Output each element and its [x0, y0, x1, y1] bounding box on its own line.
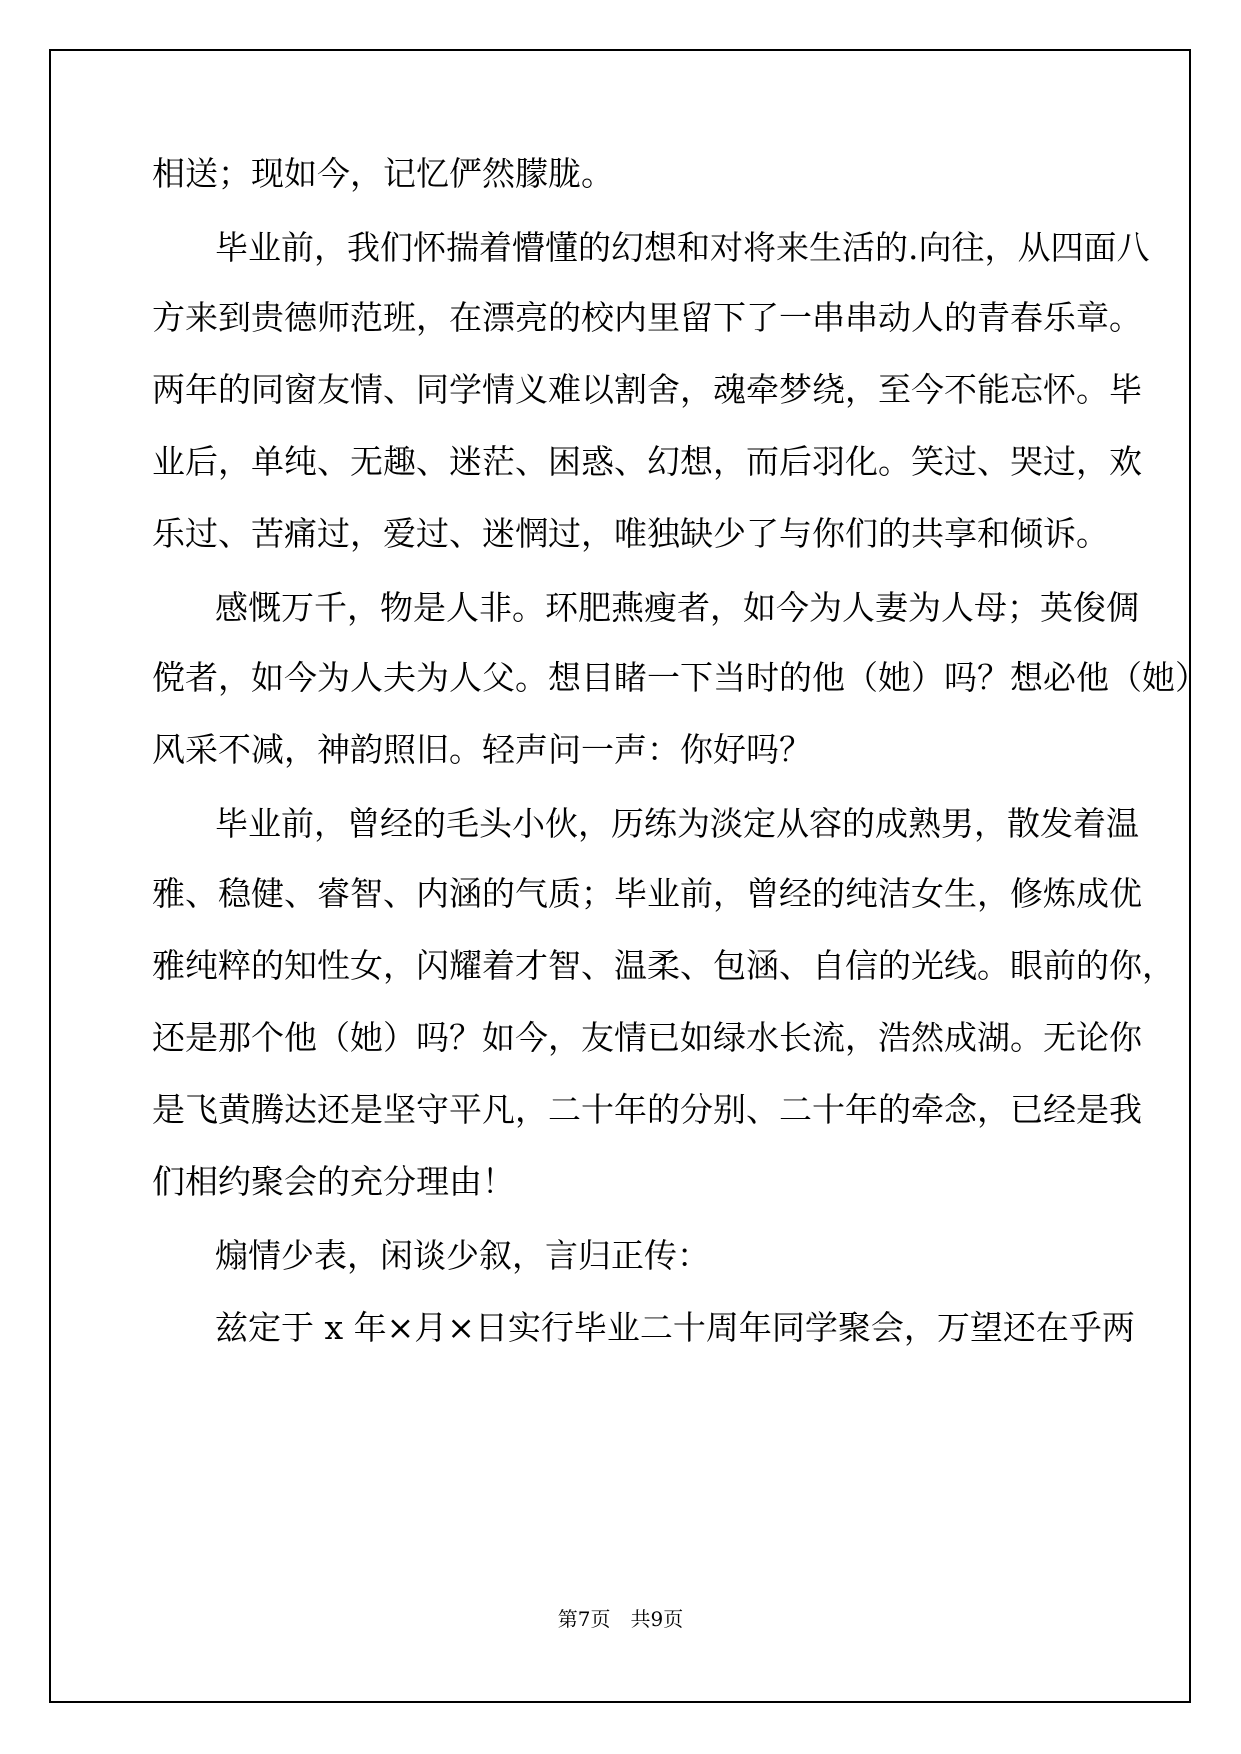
text-line-12: 雅纯粹的知性女，闪耀着才智、温柔、包涵、自信的光线。眼前的你， [152, 946, 1175, 985]
text-line-1: 相送；现如今，记忆俨然朦胧。 [152, 154, 614, 193]
page-number: 第7页 共9页 [557, 1607, 684, 1631]
text-line-5: 业后，单纯、无趣、迷茫、困惑、幻想，而后羽化。笑过、哭过，欢 [152, 442, 1142, 481]
text-line-2: 毕业前，我们怀揣着懵懂的幻想和对将来生活的.向往，从四面八 [215, 228, 1150, 267]
text-line-6: 乐过、苦痛过，爱过、迷惘过，唯独缺少了与你们的共享和倾诉。 [152, 514, 1109, 553]
text-line-14: 是飞黄腾达还是坚守平凡，二十年的分别、二十年的牵念，已经是我 [152, 1090, 1142, 1129]
text-line-17: 兹定于 x 年×月×日实行毕业二十周年同学聚会，万望还在乎两 [215, 1308, 1135, 1347]
text-line-11: 雅、稳健、睿智、内涵的气质；毕业前，曾经的纯洁女生，修炼成优 [152, 874, 1142, 913]
text-line-15: 们相约聚会的充分理由！ [152, 1162, 515, 1201]
text-line-4: 两年的同窗友情、同学情义难以割舍，魂牵梦绕，至今不能忘怀。毕 [152, 370, 1142, 409]
text-line-8: 傥者，如今为人夫为人父。想目睹一下当时的他（她）吗？想必他（她） [152, 658, 1208, 697]
text-line-13: 还是那个他（她）吗？如今，友情已如绿水长流，浩然成湖。无论你 [152, 1018, 1142, 1057]
text-line-10: 毕业前，曾经的毛头小伙，历练为淡定从容的成熟男，散发着温 [215, 804, 1139, 843]
text-line-3: 方来到贵德师范班，在漂亮的校内里留下了一串串动人的青春乐章。 [152, 298, 1142, 337]
text-line-9: 风采不减，神韵照旧。轻声问一声：你好吗？ [152, 730, 812, 769]
text-line-16: 煽情少表，闲谈少叙，言归正传： [215, 1236, 710, 1275]
text-line-7: 感慨万千，物是人非。环肥燕瘦者，如今为人妻为人母；英俊倜 [215, 588, 1139, 627]
